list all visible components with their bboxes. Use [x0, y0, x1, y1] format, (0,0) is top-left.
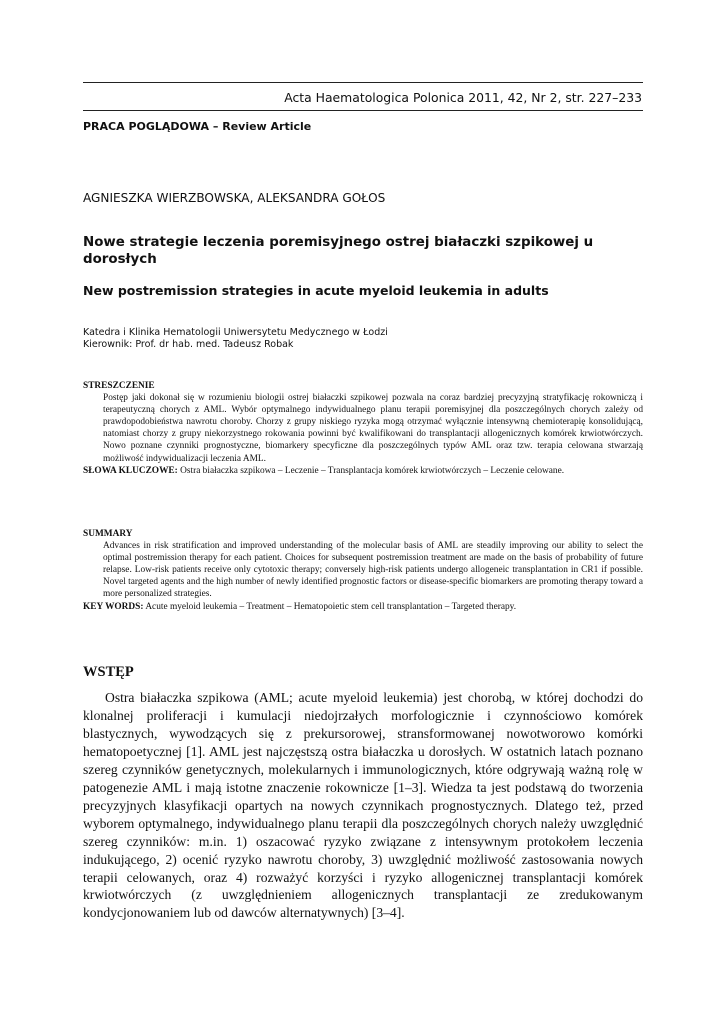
article-type: PRACA POGLĄDOWA – Review Article [83, 120, 312, 133]
abstract-polish-heading: STRESZCZENIE [83, 381, 155, 391]
abstract-english-text: Advances in risk stratification and improved understanding of the molecular basis of AML are steadily improving our ability to select the optimal postremission therapy for each patient. Choices for subsequent postremission treatment are made on the basis of probability of future relapse. Low-risk patients receive only cytotoxic therapy; conversely high-risk patients undergo allogeneic transplantation in CR1 if possible. Novel targeted agents and the high number of newly identified prognostic factors or disease-specific biomarkers are promoting therapy toward a more personalized strategies. [103, 541, 643, 600]
abstract-polish-text: Postęp jaki dokonał się w rozumieniu biologii ostrej białaczki szpikowej pozwala na coraz bardziej precyzyjną stratyfikację rokowniczą i terapeutyczną chorych z AML. Wybór optymalnego indywidualnego planu terapii poremisyjnej dla poszczególnych chorych zależy od prawdopodobieństwa nawrotu choroby. Chorzy z grupy niskiego ryzyka mogą otrzymać wyłącznie intensywną chemioterapię konsolidującą, natomiast chorzy z grupy niekorzystnego rokowania powinni być kwalifikowani do transplantacji allogenicznych komórek krwiotwórczych. Nowo poznane czynniki prognostyczne, biomarkery specyficzne dla poszczególnych typów AML oraz tzw. terapia celowana stwarzają możliwość indywidualizacji leczenia AML. [103, 393, 643, 464]
intro-paragraph: Ostra białaczka szpikowa (AML; acute myeloid leukemia) jest chorobą, w której dochodzi do klonalnej proliferacji i kumulacji niedojrzałych morfologicznie i czynnościowo komórek blastycznych, wywodzących się z prekursorowej, stransformowanej nowotworowo komórki hematopoetycznej [1]. AML jest najczęstszą ostra białaczka u dorosłych. W ostatnich latach poznano szereg czynników genetycznych, molekularnych i immunologicznych, które odgrywają ważną rolę w patogenezie AML i mają istotne znaczenie rokownicze [1–3]. Wiedza ta jest podstawą do tworzenia precyzyjnych klasyfikacji opartych na nowych czynnikach prognostycznych. Dlatego też, przed wyborem optymalnego, indywidualnego planu terapii dla poszczególnych chorych należy uwzględnić szereg czynników: m.in. 1) oszacować ryzyko związane z intensywnym protokołem leczenia indukującego, 2) ocenić ryzyko nawrotu choroby, 3) uwzględnić możliwość zastosowania nowych terapii celowanych, oraz 4) rozważyć korzyści i ryzyko allogenicznej transplantacji komórek krwiotwórczych (z uwzględnieniem allogenicznych transplantacji ze zredukowanym kondycjonowaniem lub od dawców alternatywnych) [3–4]. [83, 690, 643, 921]
keywords-english [83, 601, 643, 613]
abstract-polish [83, 380, 643, 477]
section-heading-intro: WSTĘP [83, 664, 134, 680]
header-top-rule [83, 82, 643, 83]
keywords-english-text: Acute myeloid leukemia – Treatment – Hematopoietic stem cell transplantation – Targeted therapy. [145, 601, 517, 612]
keywords-polish-text: Ostra białaczka szpikowa – Leczenie – Transplantacja komórek krwiotwórczych – Leczenie celowane. [180, 465, 565, 476]
abstract-english-heading: SUMMARY [83, 529, 133, 539]
abstract-english [83, 528, 643, 613]
authors: AGNIESZKA WIERZBOWSKA, ALEKSANDRA GOŁOS [83, 191, 386, 205]
affiliation-department: Katedra i Klinika Hematologii Uniwersytetu Medycznego w Łodzi [83, 327, 388, 338]
title-polish: Nowe strategie leczenia poremisyjnego ostrej białaczki szpikowej u dorosłych [83, 235, 594, 267]
keywords-polish [83, 465, 643, 477]
header-bottom-rule [83, 110, 643, 111]
journal-reference: Acta Haematologica Polonica 2011, 42, Nr 2, str. 227–233 [284, 90, 642, 105]
keywords-polish-label: SŁOWA KLUCZOWE: [83, 465, 178, 476]
affiliation-head: Kierownik: Prof. dr hab. med. Tadeusz Robak [83, 339, 294, 350]
title-english: New postremission strategies in acute myeloid leukemia in adults [83, 283, 549, 298]
keywords-english-label: KEY WORDS: [83, 601, 144, 612]
